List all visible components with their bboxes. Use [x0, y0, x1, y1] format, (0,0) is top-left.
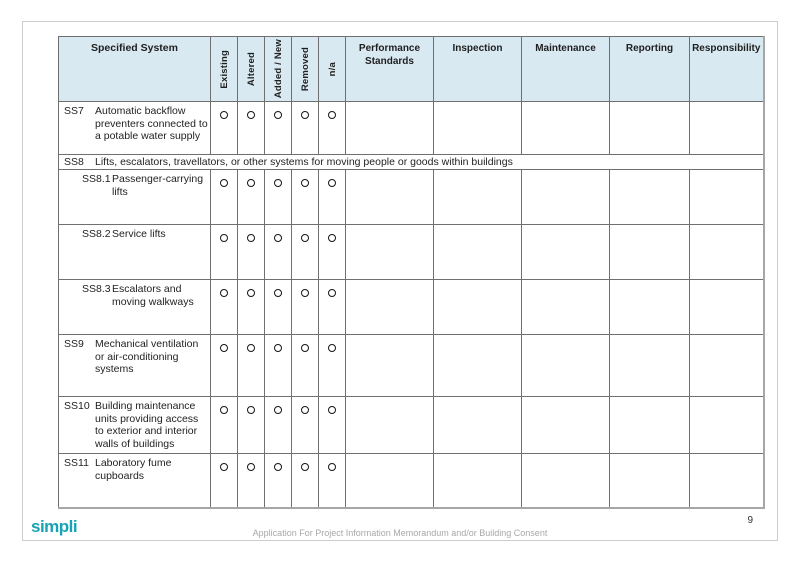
system-description: Laboratory fume cupboards: [95, 457, 172, 482]
system-cell: [59, 280, 211, 335]
ss9-altered-radio[interactable]: [247, 344, 255, 352]
table-row-ss7: [59, 102, 764, 155]
ss8-1-removed-radio[interactable]: [301, 179, 309, 187]
system-description: Passenger-carrying lifts: [112, 173, 204, 198]
altered-cell: [238, 170, 265, 225]
ss7-existing-radio[interactable]: [220, 111, 228, 119]
added-new-cell: [265, 102, 292, 155]
system-cell: [59, 397, 211, 454]
system-code: SS8: [64, 156, 84, 168]
maintenance-cell: [522, 454, 610, 508]
existing-cell: [211, 454, 238, 508]
na-header: n/a: [319, 37, 346, 102]
inspection-cell: [434, 102, 522, 155]
performance-standards-cell: [346, 102, 434, 155]
responsibility-cell: [690, 170, 764, 225]
ss8-2-added-new-radio[interactable]: [274, 234, 282, 242]
reporting-cell: [610, 102, 690, 155]
maintenance-cell: [522, 170, 610, 225]
removed-cell: [292, 102, 319, 155]
added-new-cell: [265, 454, 292, 508]
ss8-1-added-new-radio[interactable]: [274, 179, 282, 187]
system-code: SS8.1: [82, 173, 111, 185]
reporting-cell: [610, 397, 690, 454]
added-new-cell: [265, 335, 292, 397]
existing-cell: [211, 335, 238, 397]
inspection-cell: [434, 454, 522, 508]
system-code: SS11: [64, 457, 89, 469]
inspection-cell: [434, 225, 522, 280]
existing-cell: [211, 170, 238, 225]
responsibility-cell: [690, 397, 764, 454]
ss11-na-radio[interactable]: [328, 463, 336, 471]
reporting-cell: [610, 280, 690, 335]
ss7-na-radio[interactable]: [328, 111, 336, 119]
performance-standards-cell: [346, 225, 434, 280]
table-row-ss11: [59, 454, 764, 508]
altered-cell: [238, 102, 265, 155]
table-row-ss9: [59, 335, 764, 397]
ss8-2-removed-radio[interactable]: [301, 234, 309, 242]
altered-cell: [238, 397, 265, 454]
na-cell: [319, 170, 346, 225]
table-row-ss8: [59, 155, 764, 170]
system-description: Mechanical ventilation or air-conditioning systems: [95, 338, 199, 375]
altered-cell: [238, 280, 265, 335]
altered-header: Altered: [238, 37, 265, 102]
ss10-removed-radio[interactable]: [301, 406, 309, 414]
performance-standards-cell: [346, 170, 434, 225]
performance-standards-cell: [346, 280, 434, 335]
responsibility-cell: [690, 335, 764, 397]
removed-cell: [292, 170, 319, 225]
system-description: Escalators and moving walkways: [112, 283, 194, 308]
altered-cell: [238, 225, 265, 280]
maintenance-cell: [522, 397, 610, 454]
ss10-added-new-radio[interactable]: [274, 406, 282, 414]
system-cell: [59, 335, 211, 397]
ss7-removed-radio[interactable]: [301, 111, 309, 119]
added-new-cell: [265, 280, 292, 335]
section-cell: [59, 155, 764, 170]
reporting-cell: [610, 170, 690, 225]
inspection-cell: [434, 170, 522, 225]
ss8-3-na-radio[interactable]: [328, 289, 336, 297]
existing-cell: [211, 102, 238, 155]
simpli-logo: simpli: [31, 517, 78, 536]
na-cell: [319, 397, 346, 454]
table-row-ss10: [59, 397, 764, 454]
removed-cell: [292, 280, 319, 335]
system-code: SS10: [64, 400, 90, 412]
page-number: 9: [747, 515, 753, 526]
reporting-header: Reporting: [610, 37, 690, 102]
ss10-existing-radio[interactable]: [220, 406, 228, 414]
ss8-3-altered-radio[interactable]: [247, 289, 255, 297]
removed-cell: [292, 225, 319, 280]
responsibility-cell: [690, 454, 764, 508]
system-cell: [59, 225, 211, 280]
inspection-cell: [434, 280, 522, 335]
altered-cell: [238, 454, 265, 508]
removed-cell: [292, 335, 319, 397]
performance-standards-header: Performance Standards: [346, 37, 434, 102]
responsibility-header: Responsibility: [690, 37, 764, 102]
table-row-ss8-1: [59, 170, 764, 225]
table-row-ss8-2: [59, 225, 764, 280]
na-cell: [319, 280, 346, 335]
system-code: SS8.3: [82, 283, 111, 295]
document-page: [22, 21, 778, 541]
altered-cell: [238, 335, 265, 397]
reporting-cell: [610, 335, 690, 397]
maintenance-cell: [522, 102, 610, 155]
inspection-cell: [434, 335, 522, 397]
ss11-altered-radio[interactable]: [247, 463, 255, 471]
maintenance-cell: [522, 335, 610, 397]
removed-cell: [292, 397, 319, 454]
ss8-3-added-new-radio[interactable]: [274, 289, 282, 297]
responsibility-cell: [690, 280, 764, 335]
ss8-3-removed-radio[interactable]: [301, 289, 309, 297]
ss11-removed-radio[interactable]: [301, 463, 309, 471]
ss9-removed-radio[interactable]: [301, 344, 309, 352]
ss9-existing-radio[interactable]: [220, 344, 228, 352]
existing-header: Existing: [211, 37, 238, 102]
added-new-cell: [265, 170, 292, 225]
ss8-1-na-radio[interactable]: [328, 179, 336, 187]
removed-header: Removed: [292, 37, 319, 102]
ss9-na-radio[interactable]: [328, 344, 336, 352]
maintenance-header: Maintenance: [522, 37, 610, 102]
maintenance-cell: [522, 280, 610, 335]
ss9-added-new-radio[interactable]: [274, 344, 282, 352]
system-description: Service lifts: [112, 228, 166, 240]
responsibility-cell: [690, 102, 764, 155]
added-new-cell: [265, 397, 292, 454]
existing-cell: [211, 397, 238, 454]
na-cell: [319, 335, 346, 397]
ss10-altered-radio[interactable]: [247, 406, 255, 414]
na-cell: [319, 454, 346, 508]
removed-cell: [292, 454, 319, 508]
ss8-2-na-radio[interactable]: [328, 234, 336, 242]
document-footer-text: Application For Project Information Memorandum and/or Building Consent: [252, 528, 548, 538]
ss8-2-altered-radio[interactable]: [247, 234, 255, 242]
ss7-altered-radio[interactable]: [247, 111, 255, 119]
inspection-header: Inspection: [434, 37, 522, 102]
maintenance-cell: [522, 225, 610, 280]
na-cell: [319, 225, 346, 280]
table-row-ss8-3: [59, 280, 764, 335]
inspection-cell: [434, 397, 522, 454]
performance-standards-cell: [346, 397, 434, 454]
added-new-cell: [265, 225, 292, 280]
section-description: Lifts, escalators, travellators, or other systems for moving people or goods within buildings: [95, 156, 513, 168]
specified-systems-table: [58, 36, 765, 509]
added-new-header: Added / New: [265, 37, 292, 102]
ss11-added-new-radio[interactable]: [274, 463, 282, 471]
system-cell: [59, 170, 211, 225]
responsibility-cell: [690, 225, 764, 280]
performance-standards-cell: [346, 454, 434, 508]
ss10-na-radio[interactable]: [328, 406, 336, 414]
system-cell: [59, 454, 211, 508]
reporting-cell: [610, 454, 690, 508]
na-cell: [319, 102, 346, 155]
existing-cell: [211, 280, 238, 335]
system-code: SS7: [64, 105, 84, 117]
system-code: SS8.2: [82, 228, 111, 240]
ss11-existing-radio[interactable]: [220, 463, 228, 471]
ss7-added-new-radio[interactable]: [274, 111, 282, 119]
existing-cell: [211, 225, 238, 280]
reporting-cell: [610, 225, 690, 280]
specified-system-header: Specified System: [59, 37, 211, 102]
ss8-3-existing-radio[interactable]: [220, 289, 228, 297]
system-cell: [59, 102, 211, 155]
ss8-2-existing-radio[interactable]: [220, 234, 228, 242]
system-description: Automatic backflow preventers connected to a potable water supply: [95, 105, 208, 142]
system-description: Building maintenance units providing access to exterior and interior walls of buildings: [95, 400, 199, 450]
ss8-1-existing-radio[interactable]: [220, 179, 228, 187]
ss8-1-altered-radio[interactable]: [247, 179, 255, 187]
system-code: SS9: [64, 338, 84, 350]
performance-standards-cell: [346, 335, 434, 397]
table-header-row: [59, 37, 764, 102]
